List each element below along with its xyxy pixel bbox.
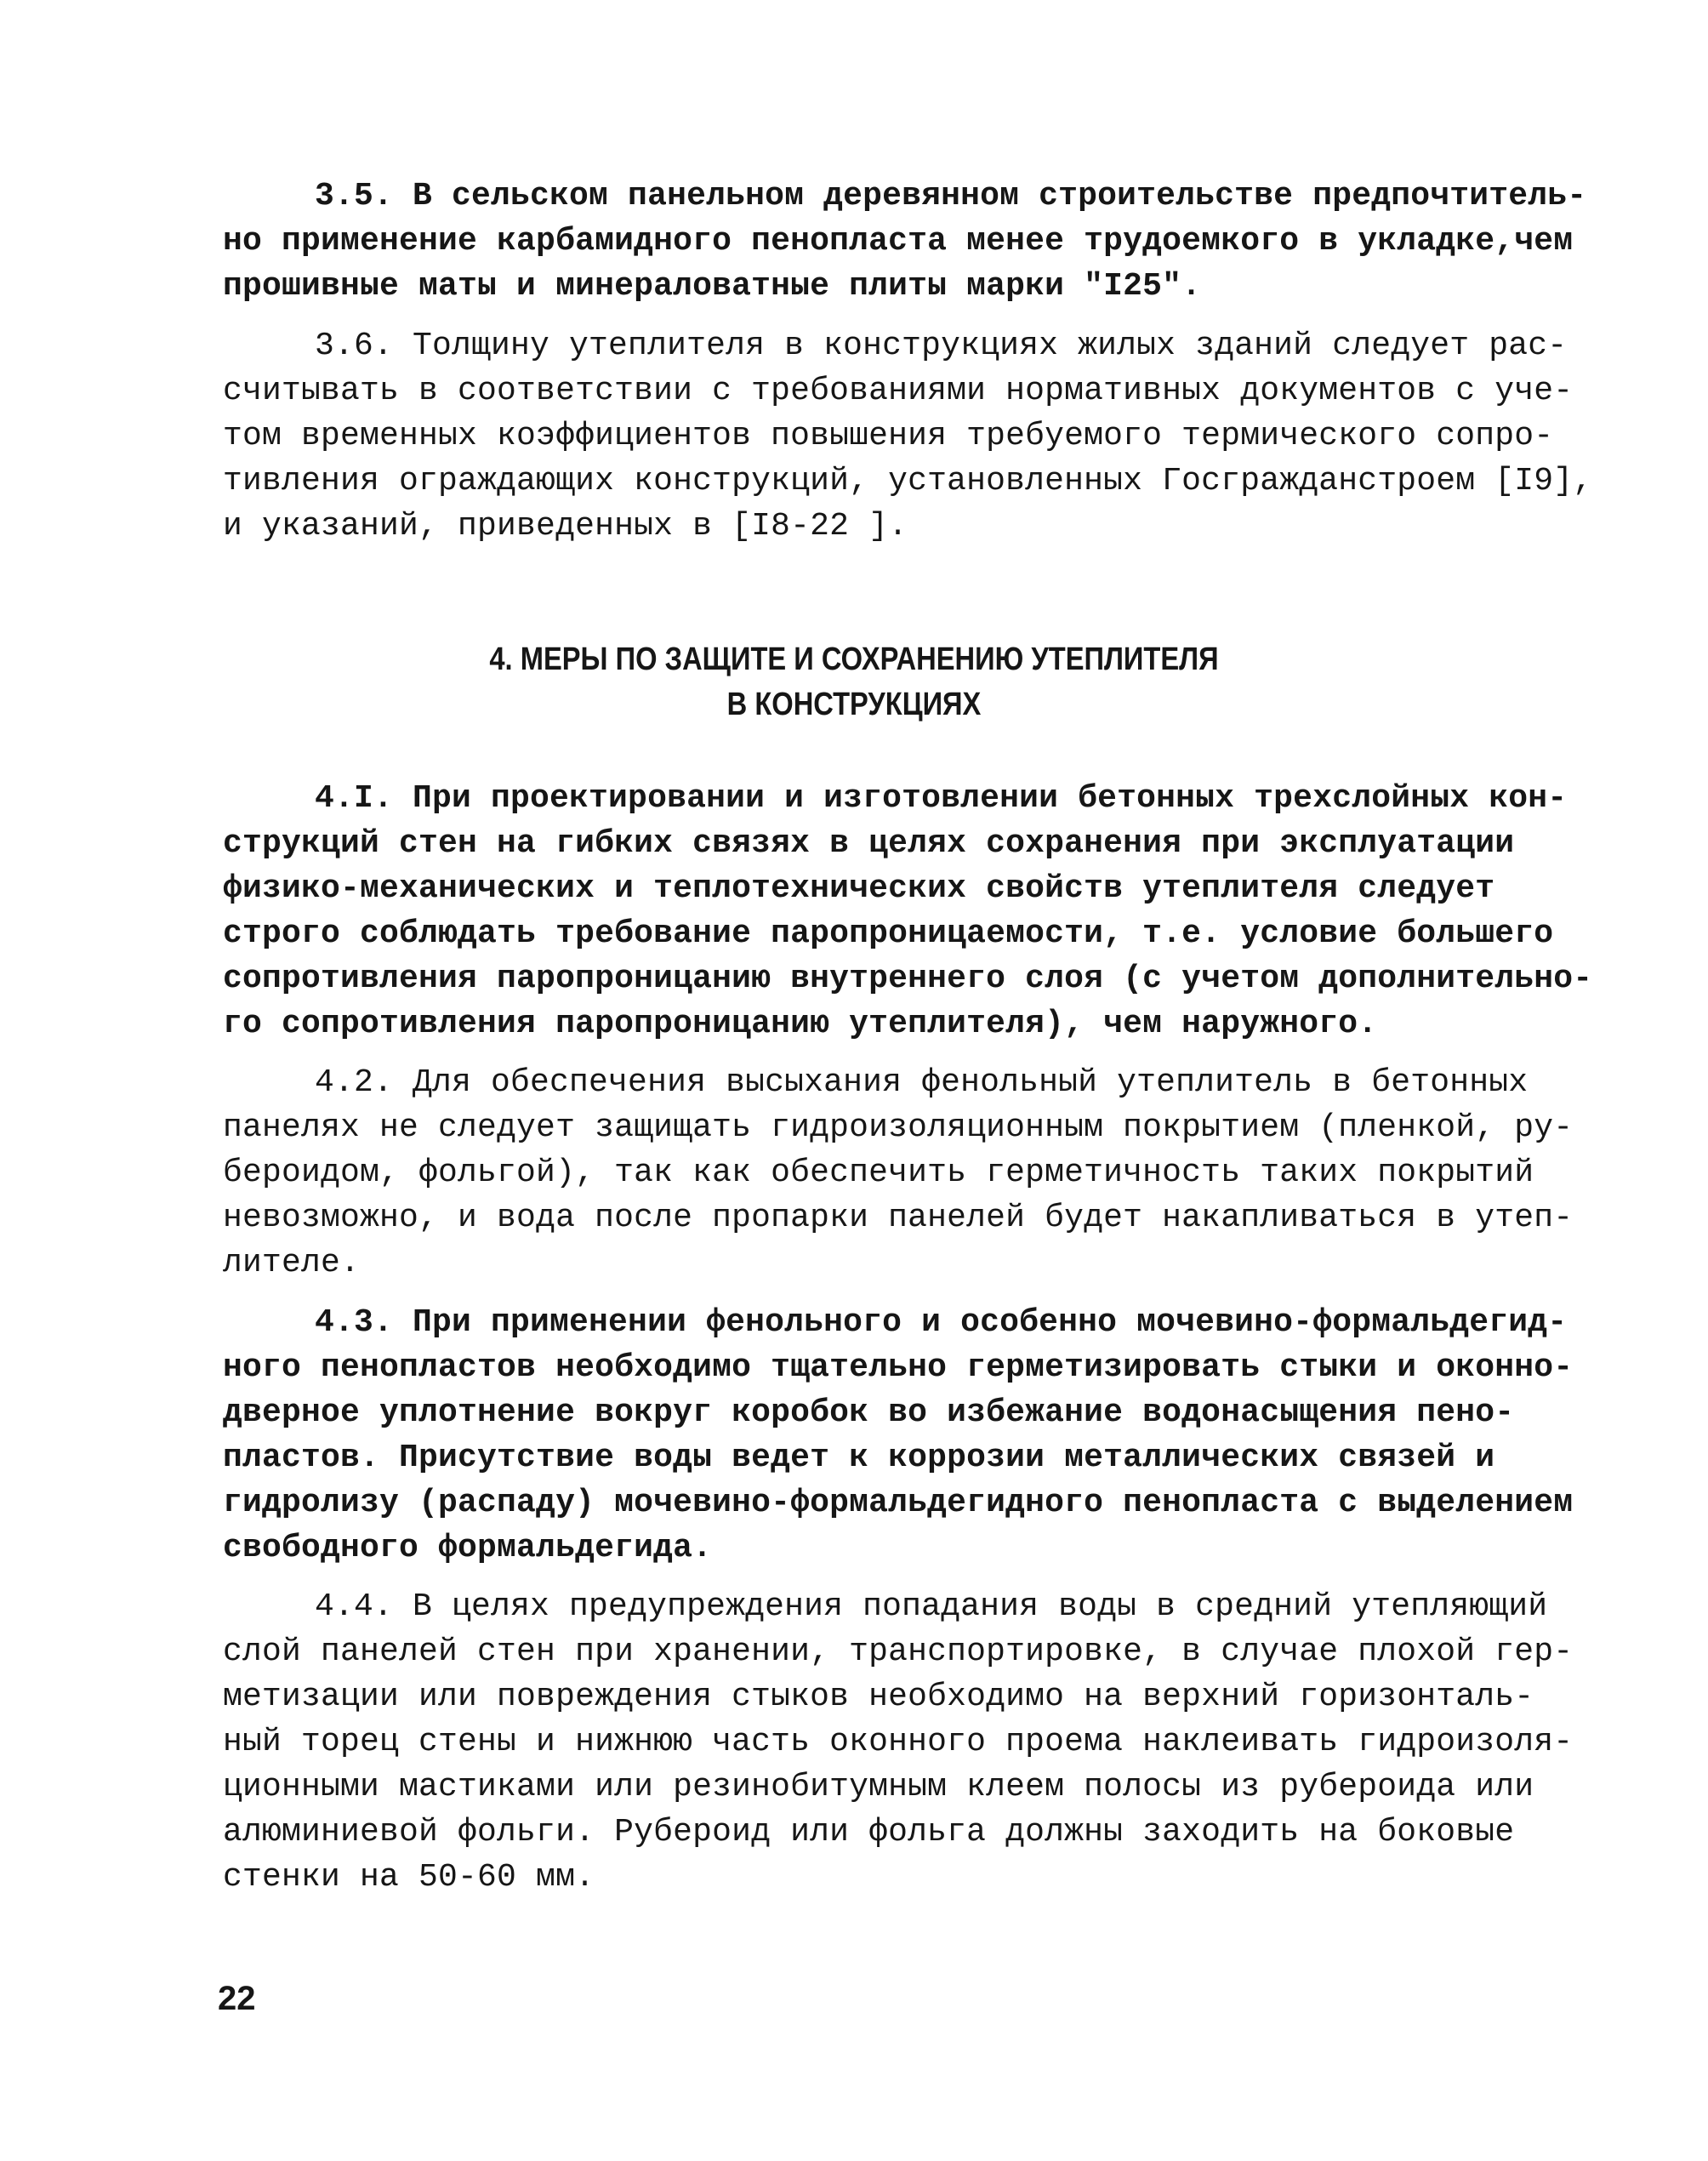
section-heading-line-2: В КОНСТРУКЦИЯХ: [726, 687, 982, 722]
paragraph-line: алюминиевой фольги. Рубероид или фольга должны заходить на боковые: [223, 1814, 1515, 1850]
paragraph-line: ционными мастиками или резинобитумным клеем полосы из рубероида или: [223, 1769, 1534, 1805]
paragraph-line: 3.6. Толщину утеплителя в конструкциях жилых зданий следует рас-: [315, 328, 1568, 364]
paragraph-line: сопротивления паропроницанию внутреннего слоя (с учетом дополнительно-: [223, 961, 1593, 997]
paragraph-line: тивления ограждающих конструкций, установленных Госгражданстроем [I9],: [223, 463, 1593, 499]
paragraph-line: свободного формальдегида.: [223, 1530, 713, 1566]
paragraph-line: ный торец стены и нижнюю часть оконного проема наклеивать гидроизоля-: [223, 1724, 1574, 1760]
paragraph-line: и указаний, приведенных в [I8-22 ].: [223, 508, 908, 545]
paragraph-line: строго соблюдать требование паропроницаемости, т.е. условие большего: [223, 915, 1554, 952]
paragraph-line: физико-механических и теплотехнических свойств утеплителя следует: [223, 870, 1495, 907]
paragraph-line: гидролизу (распаду) мочевино-формальдегидного пенопласта с выделением: [223, 1485, 1574, 1521]
paragraph-line: струкций стен на гибких связях в целях сохранения при эксплуатации: [223, 825, 1515, 862]
paragraph-line: считывать в соответствии с требованиями нормативных документов с уче-: [223, 373, 1574, 409]
paragraph-line: 4.2. Для обеспечения высыхания фенольный утеплитель в бетонных: [315, 1064, 1529, 1101]
page-number: 22: [218, 1980, 256, 2017]
paragraph-line: го сопротивления паропроницанию утеплителя), чем наружного.: [223, 1006, 1378, 1042]
paragraph-line: но применение карбамидного пенопласта менее трудоемкого в укладке,чем: [223, 223, 1574, 259]
section-heading-line-1: 4. МЕРЫ ПО ЗАЩИТЕ И СОХРАНЕНИЮ УТЕПЛИТЕЛЯ: [489, 641, 1219, 677]
paragraph-line: невозможно, и вода после пропарки панелей будет накапливаться в утеп-: [223, 1200, 1574, 1236]
paragraph-line: метизации или повреждения стыков необходимо на верхний горизонталь-: [223, 1679, 1534, 1715]
paragraph-line: 4.I. При проектировании и изготовлении бетонных трехслойных кон-: [315, 780, 1568, 817]
paragraph-line: ного пенопластов необходимо тщательно герметизировать стыки и оконно-: [223, 1349, 1574, 1386]
paragraph-line: стенки на 50-60 мм.: [223, 1859, 595, 1896]
paragraph-line: 4.3. При применении фенольного и особенно мочевино-формальдегид-: [315, 1304, 1568, 1341]
paragraph-line: бероидом, фольгой), так как обеспечить герметичность таких покрытий: [223, 1155, 1534, 1191]
paragraph-line: пластов. Присутствие воды ведет к коррозии металлических связей и: [223, 1440, 1495, 1476]
paragraph-line: дверное уплотнение вокруг коробок во избежание водонасыщения пено-: [223, 1394, 1515, 1431]
paragraph-line: том временных коэффициентов повышения требуемого термического сопро-: [223, 418, 1554, 454]
paragraph-line: панелях не следует защищать гидроизоляционным покрытием (пленкой, ру-: [223, 1109, 1574, 1146]
paragraph-line: прошивные маты и минераловатные плиты марки "I25".: [223, 268, 1202, 305]
paragraph-line: 3.5. В сельском панельном деревянном строительстве предпочтитель-: [315, 178, 1587, 214]
paragraph-line: 4.4. В целях предупреждения попадания воды в средний утепляющий: [315, 1588, 1548, 1625]
paragraph-line: слой панелей стен при хранении, транспортировке, в случае плохой гер-: [223, 1634, 1574, 1670]
paragraph-line: лителе.: [223, 1245, 361, 1281]
